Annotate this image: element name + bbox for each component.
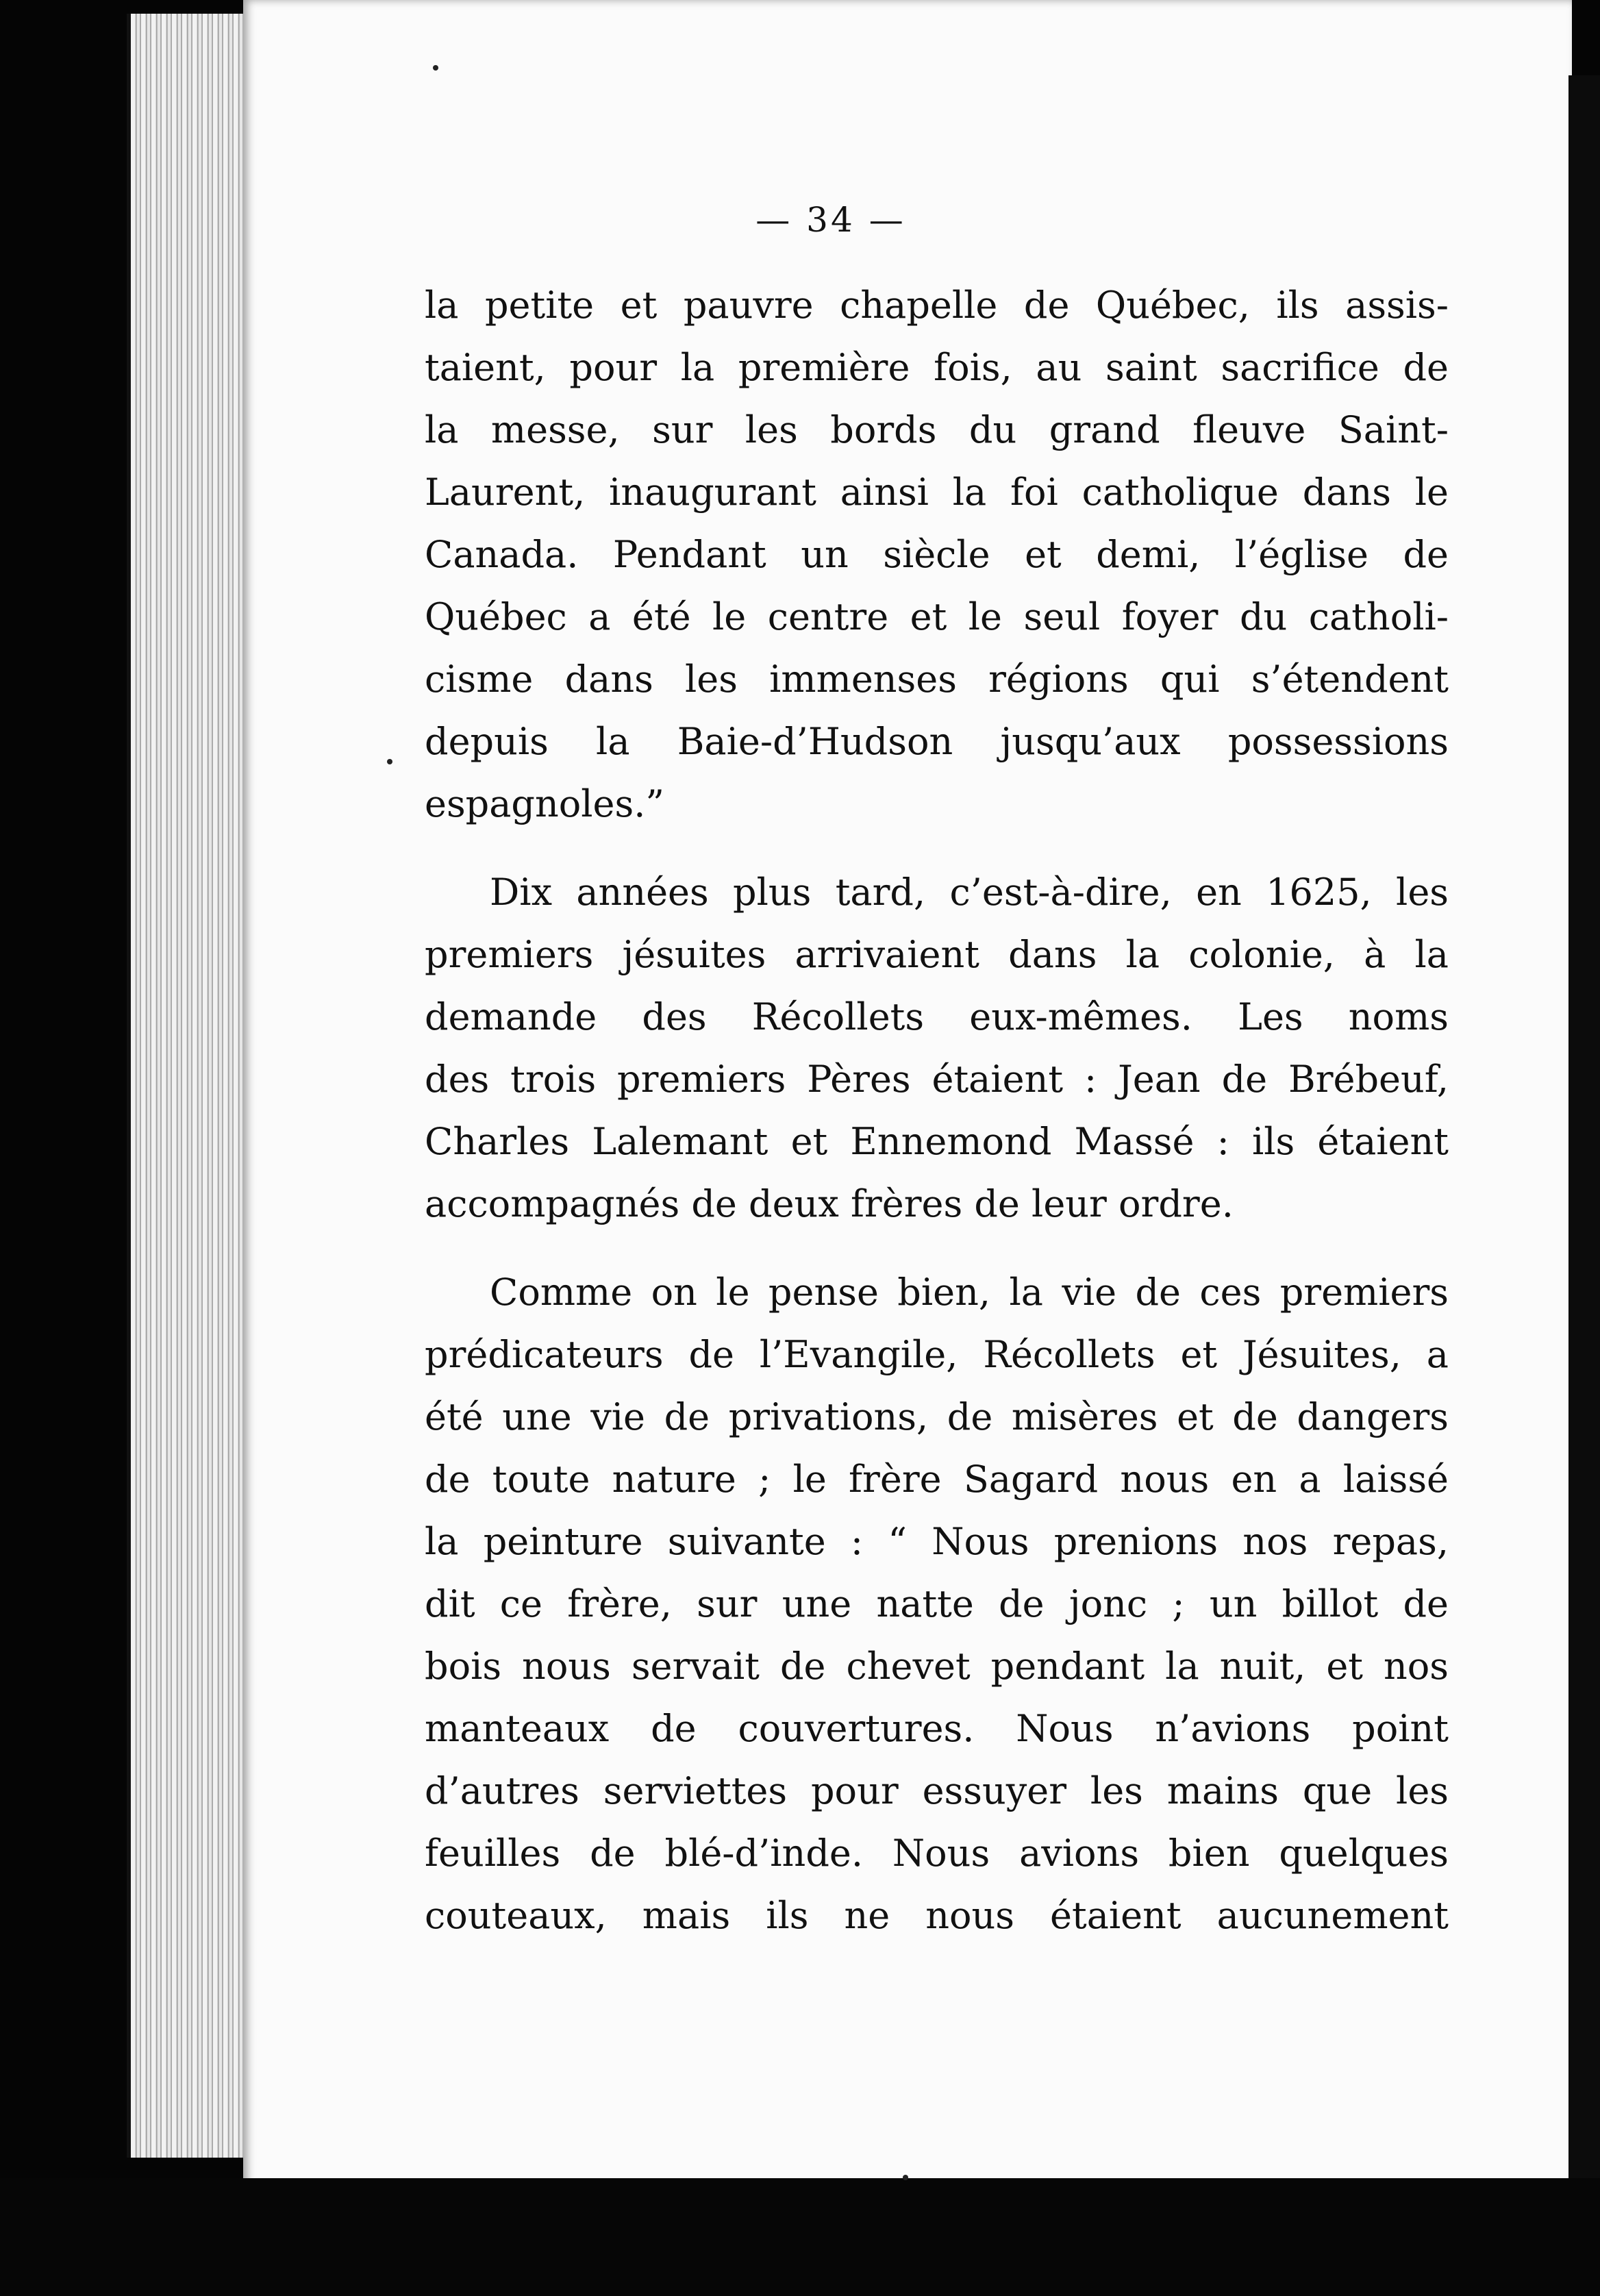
paragraph-1 [425,274,1449,835]
text-line: la messe, sur les bords du grand fleuve Saint- [425,408,1449,451]
ink-speck [387,759,392,764]
text-line: dit ce frère, sur une natte de jonc ; un billot de [425,1582,1449,1625]
paragraph-gap [425,835,1449,861]
text-line: premiers jésuites arrivaient dans la colonie, à la [425,933,1449,976]
page-number: — 34 — [755,200,906,240]
text-line: la peinture suivante : “ Nous prenions nos repas, [425,1520,1449,1563]
text-line: Dix années plus tard, c’est-à-dire, en 1625, les [490,871,1449,914]
text-line: manteaux de couvertures. Nous n’avions point [425,1707,1449,1750]
text-line: couteaux, mais ils ne nous étaient aucunement [425,1894,1449,1937]
text-line: cisme dans les immenses régions qui s’étendent [425,658,1449,701]
text-line: été une vie de privations, de misères et de dangers [425,1395,1449,1438]
text-line: accompagnés de deux frères de leur ordre. [425,1182,1234,1225]
paragraph-2 [425,861,1449,1235]
text-line: Comme on le pense bien, la vie de ces premiers [490,1271,1449,1314]
ink-speck [433,65,438,71]
ink-speck [903,2175,908,2180]
text-line: Charles Lalemant et Ennemond Massé : ils étaient [425,1120,1449,1163]
body-text [425,274,1449,1947]
scan-border-right [1568,75,1600,2199]
paragraph-3 [425,1261,1449,1947]
page-edge-stack [127,14,261,2158]
paragraph-gap [425,1235,1449,1261]
text-line: taient, pour la première fois, au saint sacrifice de [425,346,1449,389]
text-line: depuis la Baie-d’Hudson jusqu’aux possessions [425,720,1449,763]
text-line: demande des Récollets eux-mêmes. Les noms [425,995,1449,1038]
text-line: de toute nature ; le frère Sagard nous en a laissé [425,1458,1449,1501]
text-line: des trois premiers Pères étaient : Jean de Brébeuf, [425,1058,1449,1101]
scan-border-bottom [0,2178,1600,2296]
text-line: feuilles de blé-d’inde. Nous avions bien quelques [425,1832,1449,1875]
text-line: Québec a été le centre et le seul foyer du catholi- [425,595,1449,638]
text-line: la petite et pauvre chapelle de Québec, ils assis- [425,284,1449,327]
text-line: espagnoles.” [425,782,664,825]
text-line: Laurent, inaugurant ainsi la foi catholique dans le [425,471,1449,514]
text-line: bois nous servait de chevet pendant la nuit, et nos [425,1645,1449,1688]
text-line: Canada. Pendant un siècle et demi, l’église de [425,533,1449,576]
text-line: d’autres serviettes pour essuyer les mains que les [425,1769,1449,1812]
text-line: prédicateurs de l’Evangile, Récollets et Jésuites, a [425,1333,1449,1376]
